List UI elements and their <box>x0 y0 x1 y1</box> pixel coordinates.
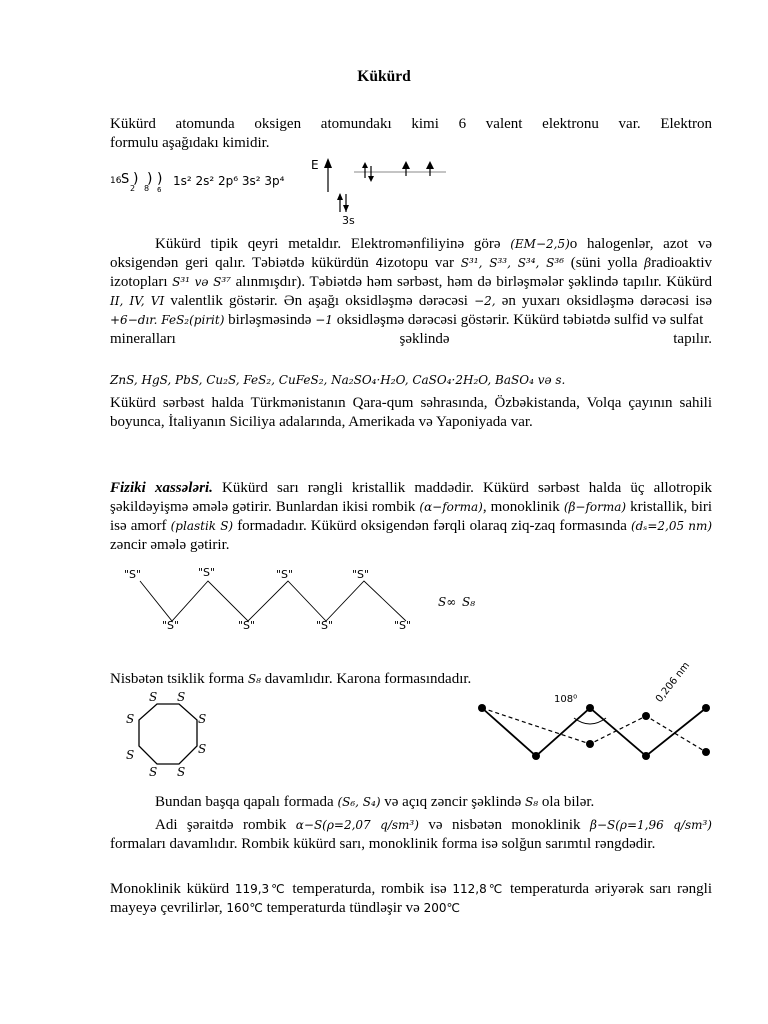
ring-s-8: S <box>177 765 186 779</box>
3s-label: 3s <box>342 214 355 227</box>
zigzag-chain-diagram <box>110 565 510 640</box>
paragraph-melting <box>110 880 712 918</box>
crown-lines <box>470 686 720 786</box>
text: valentlik göstərir. Ən aşağı oksidləşmə dərəcəsi <box>170 293 468 309</box>
zigzag-top-s-3: "S" <box>276 568 294 581</box>
text: izotopu var <box>383 255 455 271</box>
text: radioaktiv izotopları <box>110 255 713 290</box>
intro-paragraph <box>110 115 712 153</box>
energy-axis-arrowhead <box>324 158 332 168</box>
lowest-oxidation: −2, <box>474 294 496 308</box>
paragraph-physical <box>110 479 712 555</box>
intro-line-2: formulu aşağıdakı kimidir. <box>110 135 270 151</box>
ring-s-2: S <box>177 690 186 704</box>
minerals-line <box>110 330 712 349</box>
zigzag-top-s-2: "S" <box>198 566 216 579</box>
atomic-number: 16 <box>110 176 122 186</box>
monoclinic-melting-point: 119,3℃ <box>234 882 287 896</box>
zigzag-top-s-1: "S" <box>124 568 142 581</box>
text: və açıq zəncir şəklində <box>384 794 522 810</box>
zigzag-top-s-4: "S" <box>352 568 370 581</box>
text: Nisbətən tsiklik forma <box>110 671 245 687</box>
text: və nisbətən monoklinik <box>428 817 581 833</box>
paragraph-other-forms <box>110 793 712 812</box>
text: alınmışdır). Təbiətdə həm sərbəst, həm də birləşmələr şəklində tapılır. Kükürd <box>235 274 713 290</box>
text: tapılır. <box>673 331 712 347</box>
page-title: Kükürd <box>357 68 411 85</box>
minerals-formulas: ZnS, HgS, PbS, Cu₂S, FeS₂, CuFeS₂, Na₂SO₄·H₂O, CaSO₄·2H₂O, BaSO₄ və s. <box>110 373 566 387</box>
crown-structure-diagram <box>470 660 720 786</box>
text: Kükürd tipik qeyri metaldır. Elektromənfiliyinə görə <box>155 236 501 252</box>
text: oksidləşmə dərəcəsi göstərir. Kükürd təbiətdə sulfid və sulfat <box>336 312 704 328</box>
isotopes: S³¹, S³³, S³⁴, S³⁶ <box>460 256 565 270</box>
bond-length: (dₛ=2,05 nm) <box>630 519 713 533</box>
shell-bracket-3: ) <box>157 171 163 187</box>
shell-count-1: 2 <box>130 184 136 193</box>
darkening-temperature: 160℃ <box>226 901 263 915</box>
paragraph-nonmetal <box>110 235 712 349</box>
crown-solid-chain <box>482 708 706 756</box>
intro-line-1: Kükürd atomunda oksigen atomundakı kimi 6 valent elektronu var. Elektron <box>110 116 712 132</box>
text: ən yuxarı oksidləşmə dərəcəsi isə <box>501 293 712 309</box>
s8-formula: S₈ <box>247 672 261 686</box>
orbital-arrows <box>306 156 466 232</box>
text: zəncir əmələ gətirir. <box>110 537 230 553</box>
text: temperaturda, rombik isə <box>292 881 447 897</box>
shell-bracket-1: ) <box>133 171 139 187</box>
shell-count-2: 8 <box>144 184 150 193</box>
paragraph-stability <box>110 816 712 854</box>
crown-dashed-chain <box>482 708 706 752</box>
beta-symbol: β <box>644 256 652 270</box>
text: Monoklinik kükürd <box>110 881 230 897</box>
3p-orbital-unpaired-2 <box>426 161 434 176</box>
radioactive-isotopes: S³¹ və S³⁷ <box>172 275 231 289</box>
plastic-form: (plastik S) <box>170 519 234 533</box>
ring-s-6: S <box>126 748 135 762</box>
text: formadadır. Kükürd oksigendən fərqli olaraq ziq-zaq formasında <box>237 518 627 534</box>
highest-oxidation: +6−dır. FeS₂(pirit) <box>110 313 225 327</box>
zigzag-bottom-s-3: "S" <box>316 619 334 632</box>
octagon <box>120 688 220 784</box>
text: ola bilər. <box>541 794 595 810</box>
text: temperaturda tündləşir və <box>266 900 420 916</box>
closed-forms: (S₆, S₄) <box>337 795 381 809</box>
text: Kükürd sarı rəngli kristallik maddədir. Kükürd sərbəst halda üç allotropik şəkildəyişmə əmələ gətirir. Bunlardan ikisi rombik <box>110 480 713 515</box>
text: temperaturda əriyərək sarı rəngli mayeyə çevrilirlər, <box>110 881 713 916</box>
electronegativity-formula: (EM−2,5) <box>510 237 570 251</box>
text: mineralları <box>110 331 176 347</box>
text: Adi şəraitdə rombik <box>155 817 287 833</box>
monoclinic-density: β−S(ρ=1,96 q/sm³) <box>590 818 712 832</box>
text: kristallik, biri isə amorf <box>110 499 713 534</box>
s-infinity-label: S∞ <box>438 595 457 609</box>
s8-formula: S₈ <box>525 795 539 809</box>
zigzag-bottom-s-1: "S" <box>162 619 180 632</box>
3s-orbital-paired <box>337 193 349 212</box>
text: Bundan başqa qapalı formada <box>155 794 334 810</box>
shell-count-3: 6 <box>157 186 162 194</box>
text: davamlıdır. Karona formasındadır. <box>264 671 472 687</box>
ring-s-4: S <box>198 712 207 726</box>
3p-orbital-unpaired-1 <box>402 161 410 176</box>
shell-bracket-2: ) <box>147 171 153 187</box>
rhombic-melting-point: 112,8℃ <box>452 882 505 896</box>
rhombic-density: α−S(ρ=2,07 q/sm³) <box>295 818 419 832</box>
ring-s-1: S <box>149 690 158 704</box>
beta-form: (β−forma) <box>563 500 627 514</box>
text: (süni yolla <box>570 255 638 271</box>
s8-ring-diagram <box>120 688 220 784</box>
electron-config: 1s² 2s² 2p⁶ 3s² 3p⁴ <box>173 174 285 188</box>
text: , monoklinik <box>482 499 560 515</box>
text: formaları davamlıdır. Rombik kükürd sarı, monoklinik forma isə solğun sarımtıl rəngdədir. <box>110 836 656 852</box>
text: şəklində <box>399 331 450 347</box>
paragraph-occurrence: Kükürd sərbəst halda Türkmənistanın Qara-qum səhrasında, Özbəkistanda, Volqa çayının sahili boyunca, İtaliyanın Siciliya adalarında, Amerikada və Yaponiyada var. <box>110 395 712 430</box>
s8-label: S₈ <box>462 595 476 609</box>
alpha-form: (α−forma) <box>419 500 483 514</box>
text: birləşməsində <box>228 312 312 328</box>
physical-heading: Fiziki xassələri. <box>110 480 213 496</box>
oxidation-minus-one: −1 <box>315 313 333 327</box>
valences: II, IV, VI <box>110 294 165 308</box>
isotope-count: 4 <box>375 256 384 270</box>
orbital-diagram <box>306 156 466 232</box>
text: o halogenlər, azot və oksigendən geri qalır. Təbiətdə kükürdün <box>110 236 712 271</box>
zigzag-bottom-s-2: "S" <box>238 619 256 632</box>
ring-s-7: S <box>149 765 158 779</box>
ring-s-3: S <box>126 712 135 726</box>
bond-length-label: 0,206 nm <box>654 660 693 705</box>
bond-angle-label: 108⁰ <box>554 694 578 705</box>
temperature-200: 200℃ <box>423 901 460 915</box>
element-symbol: S <box>121 172 130 187</box>
energy-label: E <box>311 158 319 172</box>
ring-s-5: S <box>198 742 207 756</box>
zigzag-bottom-s-4: "S" <box>394 619 412 632</box>
